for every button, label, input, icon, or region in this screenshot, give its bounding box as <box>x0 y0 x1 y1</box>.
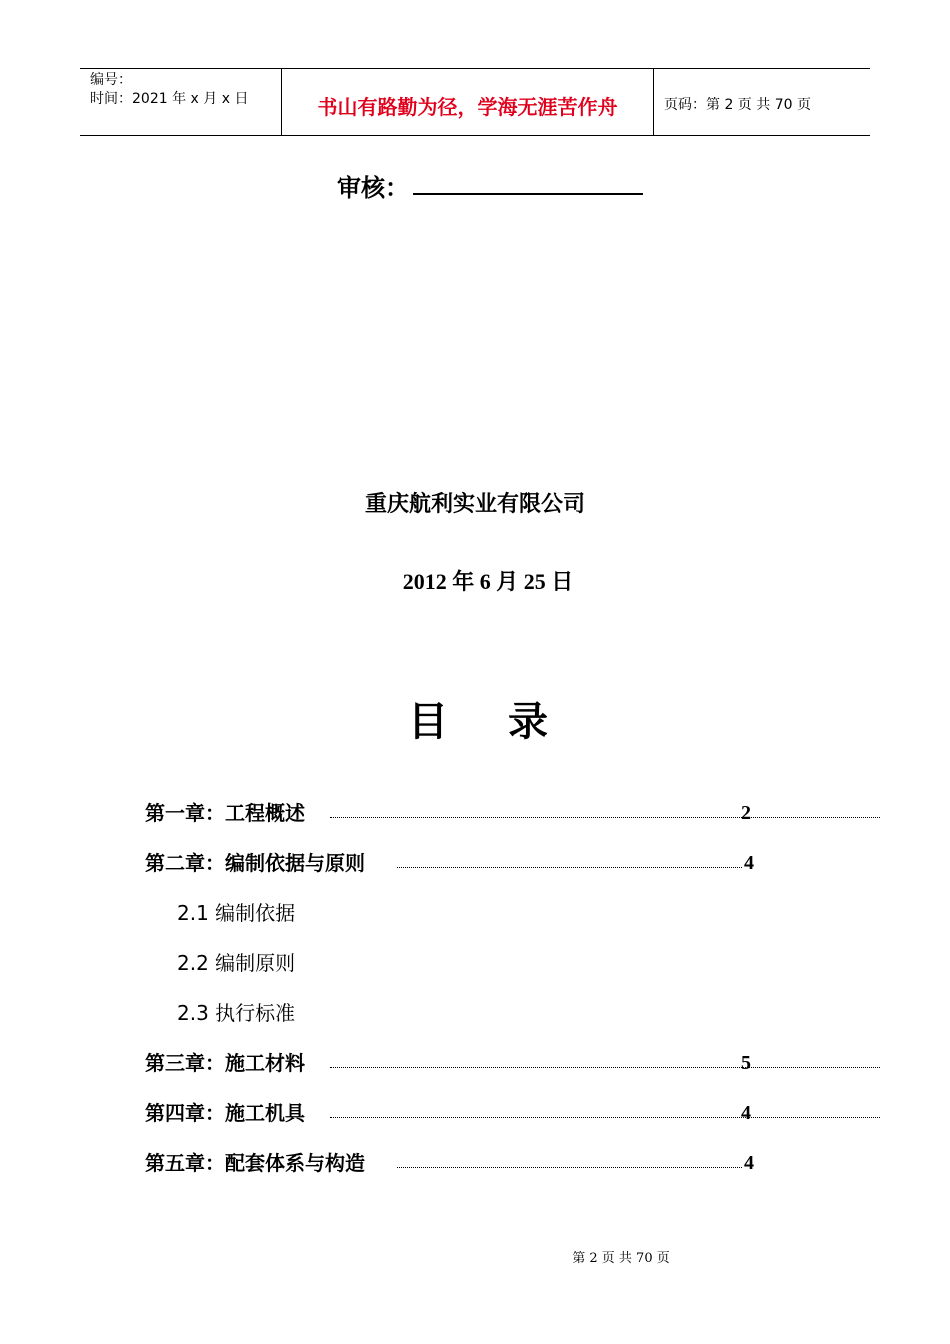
toc-subitem-label: 2.3 执行标准 <box>177 1001 296 1025</box>
header-motto-cell <box>282 69 654 135</box>
toc-item-page: 2 <box>741 802 751 824</box>
toc-item-page: 4 <box>741 1102 751 1124</box>
page-info: 页码：第 2 页 共 70 页 <box>664 97 811 113</box>
toc-item-label: 第二章：编制依据与原则 <box>145 851 365 875</box>
review-label: 审核： <box>337 174 409 202</box>
header-meta-cell <box>80 69 282 135</box>
toc-item-label: 第五章：配套体系与构造 <box>145 1151 365 1175</box>
toc-item[interactable] <box>145 1100 755 1126</box>
toc-leader-dots <box>330 817 880 818</box>
toc-item[interactable] <box>145 800 755 826</box>
document-date: 2012 年 6 月 25 日 <box>402 569 574 594</box>
toc-item-page: 4 <box>744 1152 754 1174</box>
toc-item[interactable] <box>145 850 755 876</box>
toc-leader-dots <box>330 1117 880 1118</box>
toc-leader-dots <box>397 1167 742 1168</box>
number-label: 编号： <box>90 72 132 88</box>
toc-subitem-label: 2.1 编制依据 <box>177 901 296 925</box>
page-footer: 第 2 页 共 70 页 <box>572 1251 670 1266</box>
toc-title: 目录 <box>408 699 608 745</box>
toc-item-label: 第一章：工程概述 <box>145 801 305 825</box>
toc-subitem-label: 2.2 编制原则 <box>177 951 296 975</box>
company-name: 重庆航利实业有限公司 <box>364 492 585 517</box>
toc-item-page: 5 <box>741 1052 751 1074</box>
toc-leader-dots <box>397 867 742 868</box>
toc-item[interactable] <box>145 1150 755 1176</box>
motto-text: 书山有路勤为径，学海无涯苦作舟 <box>317 95 618 119</box>
review-signature-line <box>413 193 643 195</box>
toc-item-label: 第四章：施工机具 <box>145 1101 305 1125</box>
toc-item-label: 第三章：施工材料 <box>145 1051 305 1075</box>
toc-leader-dots <box>330 1067 880 1068</box>
toc-item-page: 4 <box>744 852 754 874</box>
toc-subitem[interactable] <box>177 950 477 976</box>
toc-subitem[interactable] <box>177 900 477 926</box>
toc-subitem[interactable] <box>177 1000 477 1026</box>
header-page-cell <box>654 69 870 135</box>
time-label: 时间：2021 年 x 月 x 日 <box>90 91 249 107</box>
header-table <box>80 68 870 136</box>
toc-item[interactable] <box>145 1050 755 1076</box>
